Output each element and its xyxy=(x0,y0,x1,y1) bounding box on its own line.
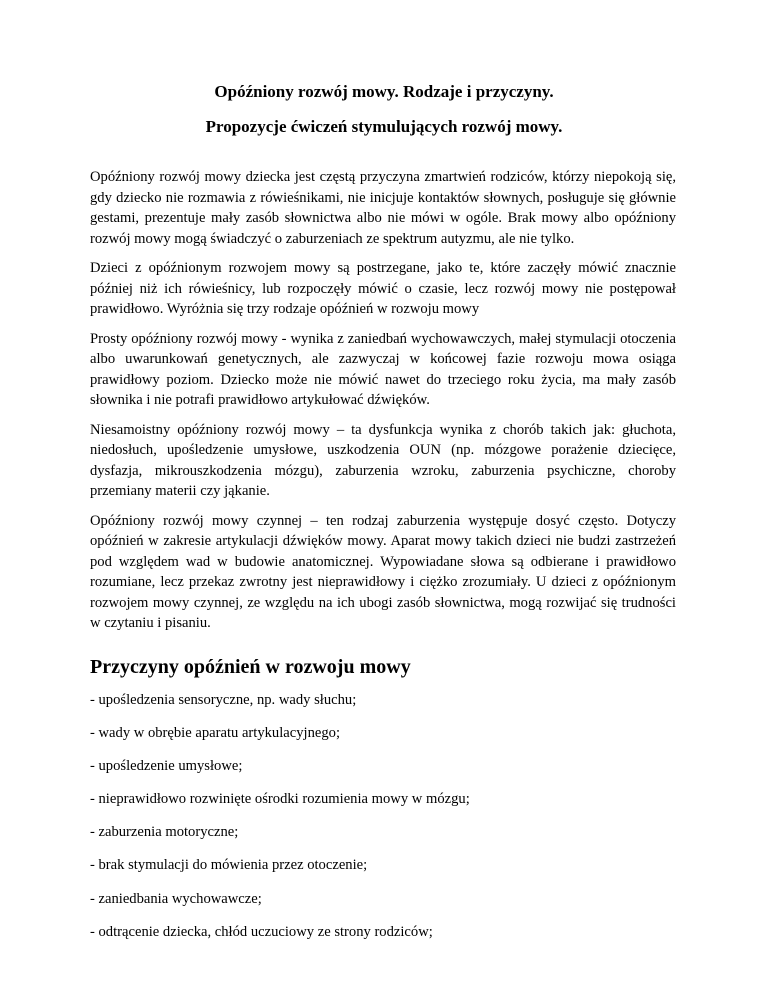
body-text xyxy=(90,167,676,643)
list-item: - zaburzenia motoryczne; xyxy=(90,824,239,841)
paragraph: Niesamoistny opóźniony rozwój mowy – ta dysfunkcja wynika z chorób takich jak: głuchota, niedosłuch, upośledzenie umysłowe, uszkodzenia OUN (np. mózgowe porażenie dziecięce, dysfazja, mikrouszkodzenia mózgu), zaburzenia wzroku, zaburzenia psychiczne, choroby przemiany materii czy jąkanie. xyxy=(90,421,676,499)
paragraph: Opóźniony rozwój mowy czynnej – ten rodzaj zaburzenia występuje dosyć często. Dotyczy opóźnień w zakresie artykulacji dźwięków mowy. Aparat mowy takich dzieci nie budzi zastrzeżeń pod względem wad w budowie anatomicznej. Wypowiadane słowa są odbierane i prawidłowo rozumiane, lecz przekaz zwrotny jest nieprawidłowy i ciężko zrozumiały. U dzieci z opóźnionym rozwojem mowy czynnej, ze względu na ich ubogi zasób słownictwa, mogą rozwijać się trudności w czytaniu i pisaniu. xyxy=(90,512,676,631)
list-item: - zaniedbania wychowawcze; xyxy=(90,890,262,907)
list-item: - odtrącenie dziecka, chłód uczuciowy ze strony rodziców; xyxy=(90,923,433,940)
list-item: - nieprawidłowo rozwinięte ośrodki rozumienia mowy w mózgu; xyxy=(90,791,470,808)
document-title: Opóźniony rozwój mowy. Rodzaje i przyczyny. xyxy=(214,82,554,101)
causes-list xyxy=(90,690,690,955)
document-subtitle: Propozycje ćwiczeń stymulujących rozwój mowy. xyxy=(205,117,563,136)
paragraph: Opóźniony rozwój mowy dziecka jest częstą przyczyna zmartwień rodziców, którzy niepokoją się, gdy dziecko nie rozmawia z rówieśnikami, nie inicjuje kontaktów słownych, posługuje się głównie gestami, prezentuje mały zasób słownictwa albo nie mówi w ogóle. Brak mowy albo opóźniony rozwój mowy mogą świadczyć o zaburzeniach ze spektrum autyzmu, ale nie tylko. xyxy=(90,169,676,247)
list-item: - wady w obrębie aparatu artykulacyjnego; xyxy=(90,725,341,742)
paragraph: Dzieci z opóźnionym rozwojem mowy są postrzegane, jako te, które zaczęły mówić znacznie później niż ich rówieśnicy, lub rozpoczęły mówić o czasie, lecz rozwój mowy nie postępował prawidłowo. Wyróżnia się trzy rodzaje opóźnień w rozwoju mowy xyxy=(90,260,676,317)
section-heading: Przyczyny opóźnień w rozwoju mowy xyxy=(90,656,411,678)
list-item: - upośledzenia sensoryczne, np. wady słuchu; xyxy=(90,692,357,708)
list-item: - brak stymulacji do mówienia przez otoczenie; xyxy=(90,857,368,874)
paragraph: Prosty opóźniony rozwój mowy - wynika z zaniedbań wychowawczych, małej stymulacji otoczenia albo uwarunkowań genetycznych, ale zazwyczaj w końcowej fazie rozwoju mowa osiąga prawidłowy poziom. Dziecko może nie mówić nawet do trzeciego roku życia, ma mały zasób słownika i nie potrafi prawidłowo artykułować dźwięków. xyxy=(90,330,676,408)
list-item: - upośledzenie umysłowe; xyxy=(90,758,243,775)
